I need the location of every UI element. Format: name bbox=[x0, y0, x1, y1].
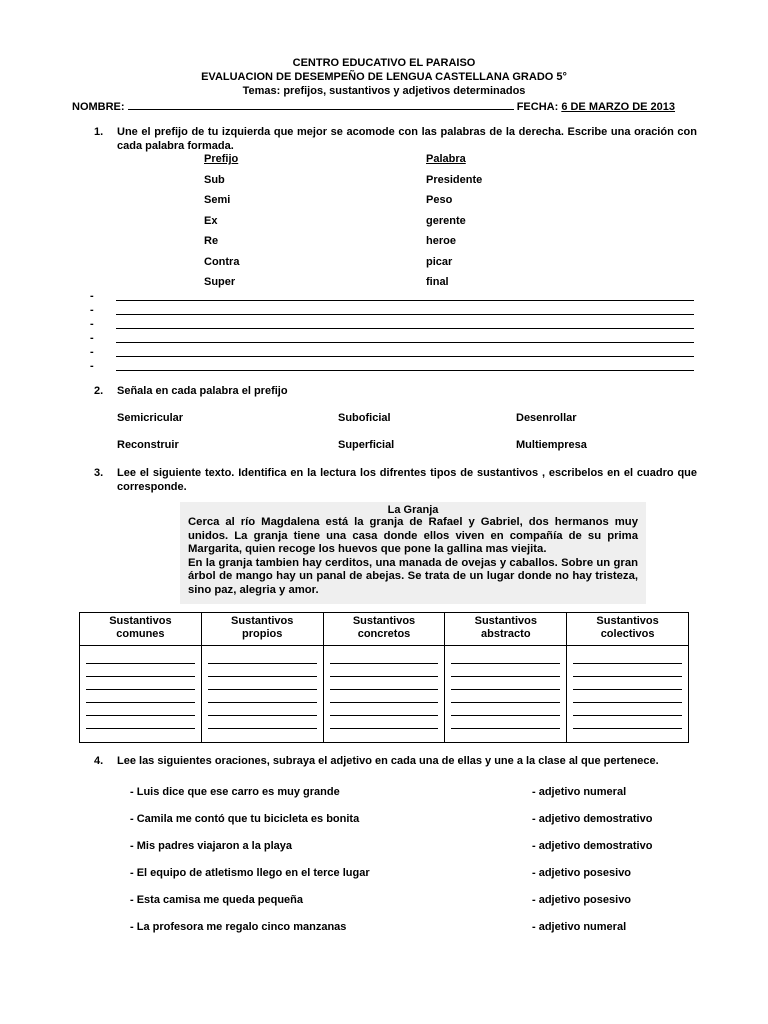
sentence-line[interactable] bbox=[90, 290, 696, 304]
q4-class: - adjetivo posesivo bbox=[532, 867, 632, 879]
q4-instruction: Lee las siguientes oraciones, subraya el adjetivo en cada una de ellas y une a la clase al que pertenece. bbox=[117, 755, 659, 767]
word-header: Palabra bbox=[426, 153, 466, 165]
nouns-table bbox=[79, 612, 689, 743]
q2-word: Semicricular bbox=[117, 412, 184, 424]
answer-cell-propios[interactable] bbox=[201, 646, 323, 743]
sentence-line[interactable] bbox=[90, 304, 696, 318]
col-header-colectivos: Sustantivos colectivos bbox=[567, 613, 689, 646]
line-bullet: - bbox=[90, 318, 94, 330]
date-label: FECHA: bbox=[516, 101, 559, 113]
q4-number: 4. bbox=[94, 755, 104, 767]
answer-cell-concretos[interactable] bbox=[323, 646, 445, 743]
q2-word: Superficial bbox=[338, 439, 395, 451]
q4-sentence: - Camila me contó que tu bicicleta es bonita bbox=[130, 813, 360, 825]
prefix-item: Re bbox=[204, 235, 219, 247]
q3-instruction: Lee el siguiente texto. Identifica en la lectura los difrentes tipos de sustantivos , escribelos en el cuadro que corresponde. bbox=[117, 467, 697, 493]
q1-instruction: Une el prefijo de tu izquierda que mejor se acomode con las palabras de la derecha. Escribe una oración con cada palabra formada. bbox=[117, 126, 697, 152]
prefix-item: Semi bbox=[204, 194, 231, 206]
q4-sentence: - Esta camisa me queda pequeña bbox=[130, 894, 304, 906]
q4-sentence: - Luis dice que ese carro es muy grande bbox=[130, 786, 340, 798]
q2-number: 2. bbox=[94, 385, 104, 397]
col-header-concretos: Sustantivos concretos bbox=[323, 613, 445, 646]
q4-class: - adjetivo demostrativo bbox=[532, 813, 653, 825]
q4-sentence: - La profesora me regalo cinco manzanas bbox=[130, 921, 347, 933]
prefix-item: Contra bbox=[204, 256, 240, 268]
word-item: Peso bbox=[426, 194, 453, 206]
sentence-line[interactable] bbox=[90, 360, 696, 374]
name-blank[interactable] bbox=[128, 99, 514, 110]
word-item: Presidente bbox=[426, 174, 483, 186]
line-bullet: - bbox=[90, 304, 94, 316]
q4-class: - adjetivo numeral bbox=[532, 921, 627, 933]
sentence-line[interactable] bbox=[90, 318, 696, 332]
line-bullet: - bbox=[90, 290, 94, 302]
prefix-item: Super bbox=[204, 276, 236, 288]
evaluation-title: EVALUACION DE DESEMPEÑO DE LENGUA CASTELLANA GRADO 5° bbox=[201, 71, 567, 83]
reading-title: La Granja bbox=[387, 504, 439, 516]
answer-cell-colectivos[interactable] bbox=[567, 646, 689, 743]
col-header-propios: Sustantivos propios bbox=[201, 613, 323, 646]
reading-paragraph-1: Cerca al río Magdalena está la granja de Rafael y Gabriel, dos hermanos muy unidos. La granja tiene una casa donde ellos viven en compañía de su prima Margarita, quien recoge los huevos que pone la gallina mas viejita. bbox=[188, 516, 638, 556]
q4-class: - adjetivo demostrativo bbox=[532, 840, 653, 852]
topics-line: Temas: prefijos, sustantivos y adjetivos determinados bbox=[242, 85, 526, 97]
word-item: heroe bbox=[426, 235, 456, 247]
q2-word: Suboficial bbox=[338, 412, 391, 424]
col-header-comunes: Sustantivos comunes bbox=[80, 613, 202, 646]
name-date-line bbox=[72, 99, 696, 113]
word-item: gerente bbox=[426, 215, 466, 227]
q2-word: Desenrollar bbox=[516, 412, 577, 424]
prefix-header: Prefijo bbox=[204, 153, 239, 165]
sentence-line[interactable] bbox=[90, 346, 696, 360]
sentence-line[interactable] bbox=[90, 332, 696, 346]
answer-cell-abstracto[interactable] bbox=[445, 646, 567, 743]
q2-word: Reconstruir bbox=[117, 439, 179, 451]
q4-sentence: - El equipo de atletismo llego en el terce lugar bbox=[130, 867, 370, 879]
word-item: final bbox=[426, 276, 449, 288]
prefix-item: Ex bbox=[204, 215, 218, 227]
col-header-abstracto: Sustantivos abstracto bbox=[445, 613, 567, 646]
prefix-item: Sub bbox=[204, 174, 225, 186]
date-value: 6 DE MARZO DE 2013 bbox=[561, 101, 676, 113]
answer-cell-comunes[interactable] bbox=[80, 646, 202, 743]
q4-class: - adjetivo numeral bbox=[532, 786, 627, 798]
line-bullet: - bbox=[90, 346, 94, 358]
q4-sentence: - Mis padres viajaron a la playa bbox=[130, 840, 293, 852]
q3-number: 3. bbox=[94, 467, 104, 479]
q2-word: Multiempresa bbox=[516, 439, 587, 451]
q1-number: 1. bbox=[94, 126, 104, 138]
word-item: picar bbox=[426, 256, 453, 268]
name-label: NOMBRE: bbox=[72, 101, 125, 113]
reading-paragraph-2: En la granja tambien hay cerditos, una manada de ovejas y caballos. Sobre un gran árbol de mango hay un panal de abejas. Se trata de un lugar donde no hay tristeza, sino paz, alegria y amor. bbox=[188, 556, 638, 596]
school-name: CENTRO EDUCATIVO EL PARAISO bbox=[292, 57, 476, 69]
q4-class: - adjetivo posesivo bbox=[532, 894, 632, 906]
line-bullet: - bbox=[90, 360, 94, 372]
line-bullet: - bbox=[90, 332, 94, 344]
reading-text-box bbox=[180, 502, 646, 604]
q2-instruction: Señala en cada palabra el prefijo bbox=[117, 385, 288, 397]
